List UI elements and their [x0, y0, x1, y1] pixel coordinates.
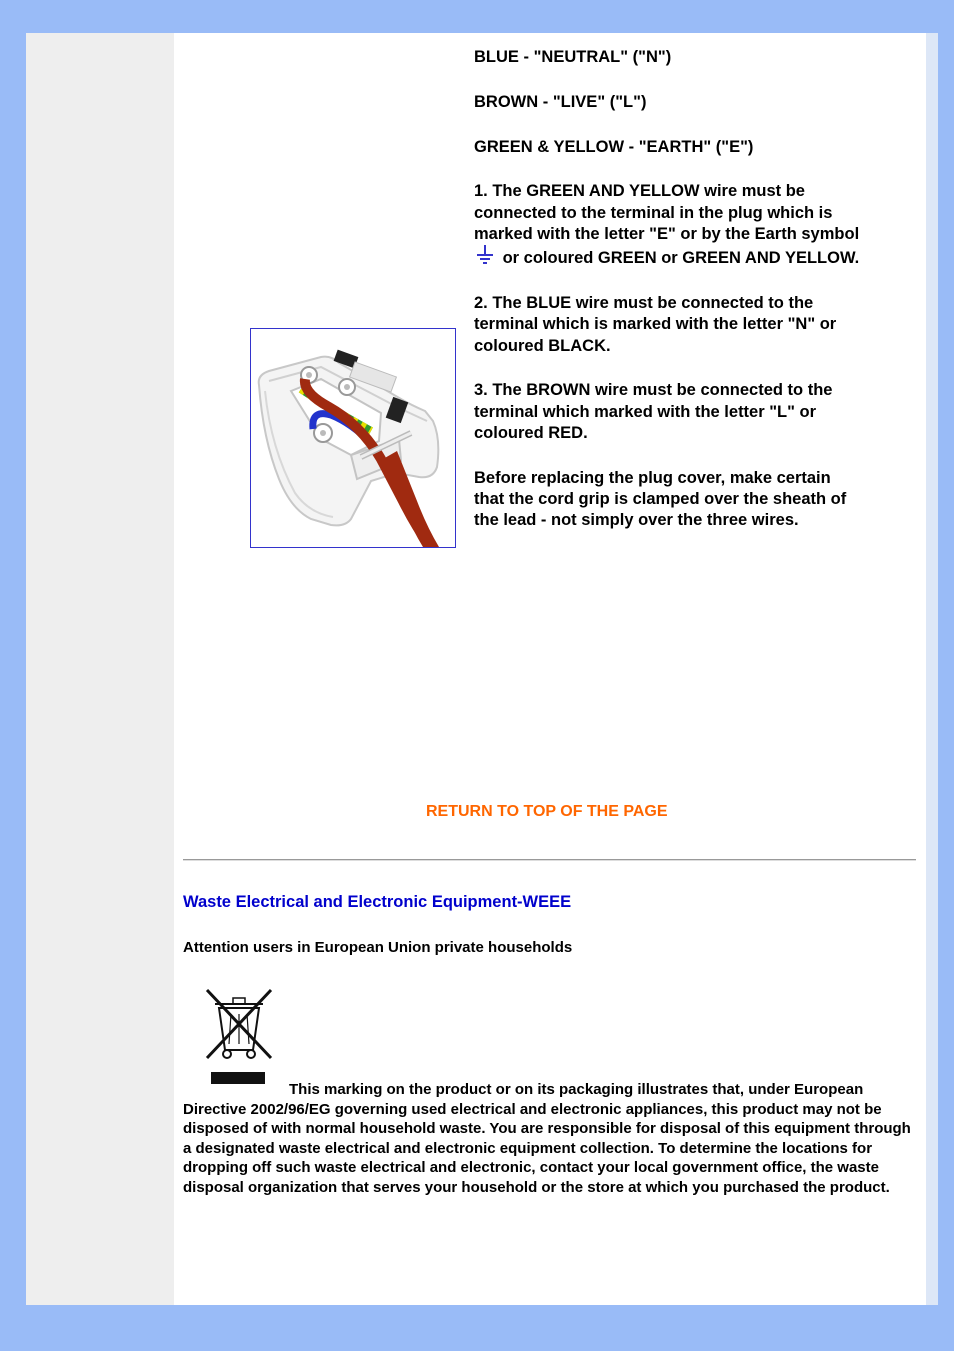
weee-disposal-text: This marking on the product or on its packaging illustrates that, under European Directive 2002/96/EG governing used electrical and electronic appliances, this product may not be disposed of with normal household waste. You are responsible for disposal of this equipment through a designated waste electrical and electronic equipment collection. To determine the locations for dropping off such waste electrical and electronic, contact your local government office, the waste disposal organization that serves your household or the store at which you purchased the product. — [183, 1081, 911, 1196]
step-2-blue-wire: 2. The BLUE wire must be connected to the terminal which is marked with the letter "N" or coloured BLACK. — [474, 294, 837, 355]
brown-live-label: BROWN - "LIVE" ("L") — [474, 92, 647, 111]
main-content — [183, 33, 918, 1305]
plug-wiring-diagram — [250, 328, 456, 548]
step-1-text-a: 1. The GREEN AND YELLOW wire must be connected to the terminal in the plug which is marked with the letter "E" or by the Earth symbol — [474, 182, 860, 243]
step-1-earth-wire — [474, 181, 864, 269]
blue-neutral-label: BLUE - "NEUTRAL" ("N") — [474, 48, 672, 66]
section-divider — [183, 859, 916, 861]
plug-diagram-icon — [251, 329, 455, 547]
step-3-brown-wire: 3. The BROWN wire must be connected to the terminal which marked with the letter "L" or coloured RED. — [474, 381, 833, 443]
cord-grip-note: Before replacing the plug cover, make certain that the cord grip is clamped over the sheath of the lead - not simply over the three wires. — [474, 468, 847, 530]
crossed-out-wheelie-bin-icon — [205, 986, 273, 1086]
return-to-top-link[interactable]: RETURN TO TOP OF THE PAGE — [426, 803, 668, 820]
weee-section-title: Waste Electrical and Electronic Equipment-WEEE — [183, 893, 572, 911]
right-scroll-rail — [926, 33, 938, 1305]
weee-subtitle: Attention users in European Union private households — [183, 939, 573, 956]
wiring-instructions — [474, 47, 864, 555]
earth-symbol-icon — [476, 245, 494, 265]
left-sidebar — [26, 33, 174, 1305]
step-1-text-b: or coloured GREEN or GREEN AND YELLOW. — [502, 249, 860, 268]
green-yellow-earth-label: GREEN & YELLOW - "EARTH" ("E") — [474, 137, 754, 156]
page-frame — [26, 33, 938, 1305]
